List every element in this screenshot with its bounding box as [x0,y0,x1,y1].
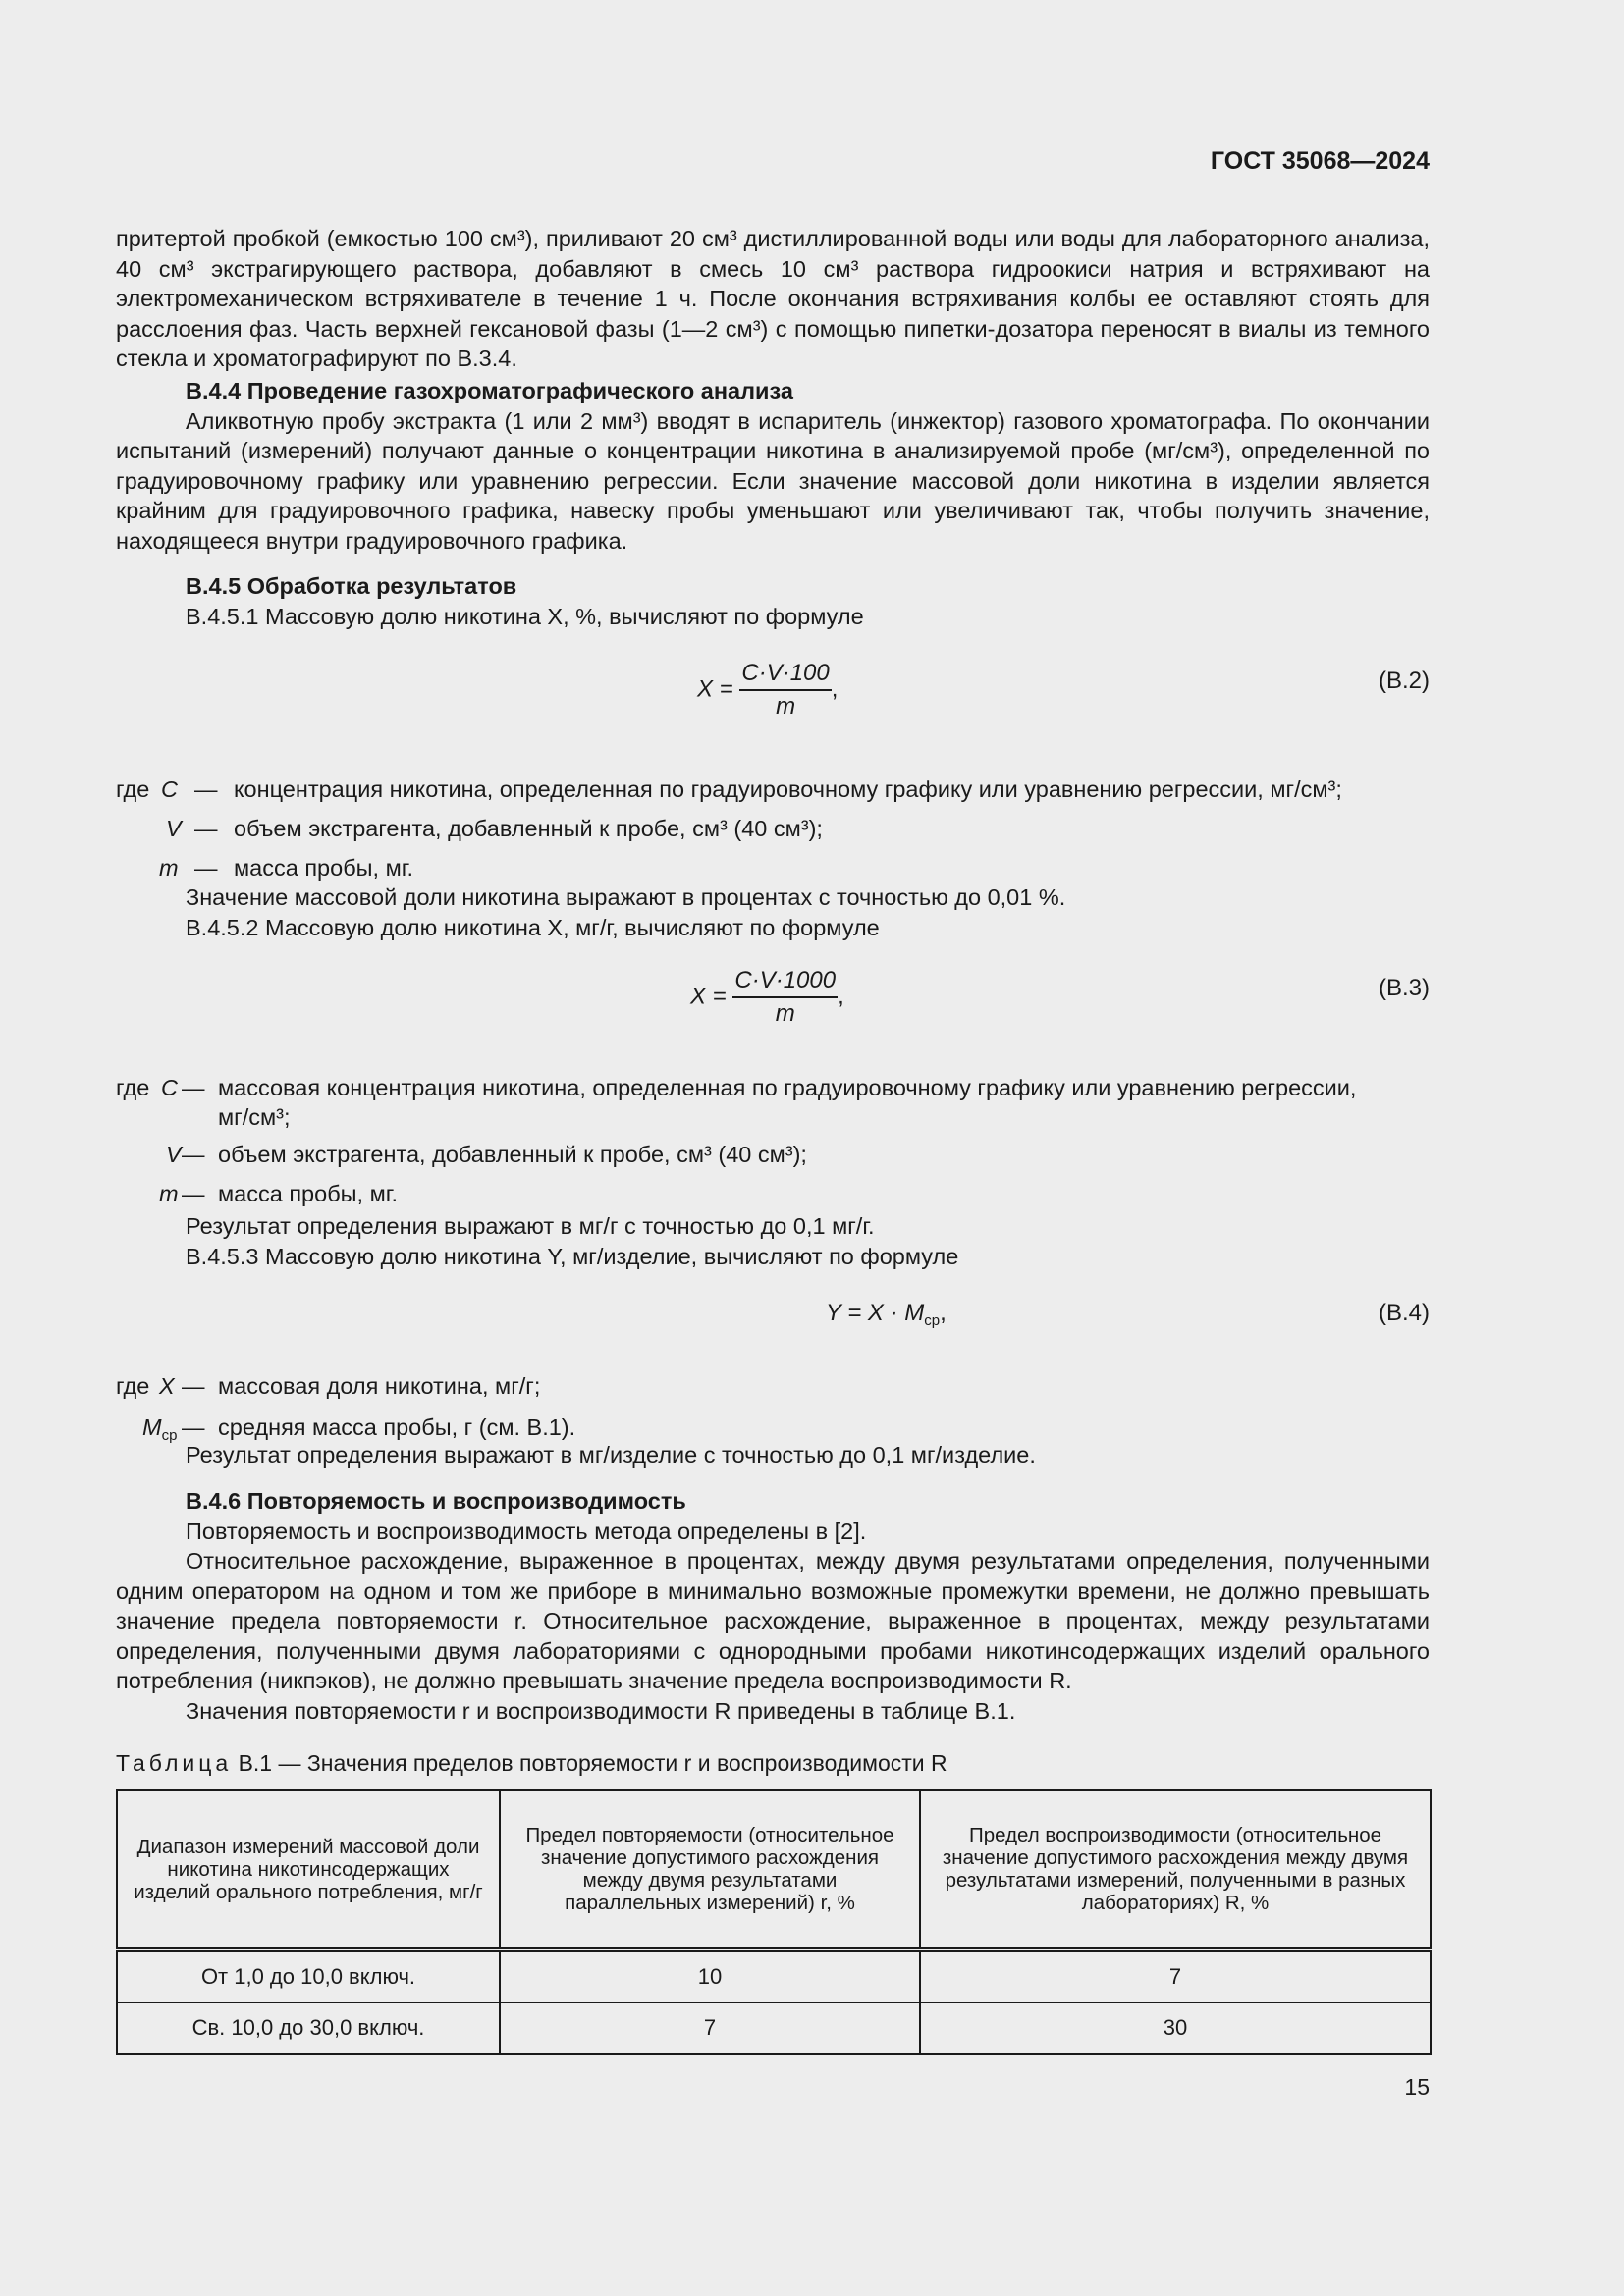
table-caption-word: Таблица [116,1750,233,1776]
where-symbol: m [159,1181,179,1206]
where-text: объем экстрагента, добавленный к пробе, см³ (40 см³); [218,1142,807,1167]
section-b46-p3: Значения повторяемости r и воспроизводимости R приведены в таблице В.1. [186,1697,1016,1724]
table-b1 [116,1789,1432,2055]
section-b46-heading: В.4.6 Повторяемость и воспроизводимость [186,1488,686,1514]
where-text: концентрация никотина, определенная по градуировочному графику или уравнению регрессии, мг/см³; [234,776,1342,802]
formula-subscript: ср [924,1312,941,1329]
table-row [117,1949,1431,2002]
table-cell: 7 [920,1949,1431,2002]
formula-tail: , [838,983,844,1010]
section-b452-intro [116,882,1430,942]
paragraph-after-b4: Результат определения выражают в мг/изделие с точностью до 0,1 мг/изделие. [186,1442,1036,1468]
where-symbol: V [166,816,182,841]
where-dash: — [194,855,218,881]
where-text: массовая концентрация никотина, определенная по градуировочному графику или уравнению регрессии, [218,1075,1357,1100]
formula-number: (В.2) [1378,667,1430,694]
paragraph-b452: В.4.5.2 Массовую долю никотина X, мг/г, вычисляют по формуле [186,914,880,940]
paragraph-after-b2: Значение массовой доли никотина выражают в процентах с точностью до 0,01 %. [186,884,1066,910]
section-b45 [116,571,1430,631]
formula-tail: , [940,1300,947,1326]
where-lead: где [116,1075,150,1100]
where-symbol: m [159,855,179,881]
table-header-row [117,1790,1431,1949]
where-text: массовая доля никотина, мг/г; [218,1373,541,1399]
table-header-cell: Диапазон измерений массовой доли никотина никотинсодержащих изделий орального потребления, мг/г [117,1790,500,1949]
where-text: объем экстрагента, добавленный к пробе, см³ (40 см³); [234,816,823,841]
table-cell: Св. 10,0 до 30,0 включ. [117,2002,500,2054]
where-dash: — [182,1415,205,1440]
paragraph-after-b3: Результат определения выражают в мг/г с точностью до 0,1 мг/г. [186,1213,875,1239]
table-caption-text: В.1 — Значения пределов повторяемости r и воспроизводимости R [238,1750,947,1776]
table-cell: 10 [500,1949,920,2002]
formula-denominator: m [776,693,796,720]
table-header-cell: Предел воспроизводимости (относительное значение допустимого расхождения между двумя результатами измерений, полученными в разных лабораториях) R, % [920,1790,1431,1949]
table-row [117,2002,1431,2054]
formula-lhs: X = [697,675,733,703]
where-symbol-subscript: ср [161,1427,178,1444]
where-dash: — [194,816,218,841]
paragraph-b453: В.4.5.3 Массовую долю никотина Y, мг/изделие, вычисляют по формуле [186,1243,959,1269]
where-symbol: V [166,1142,182,1167]
section-b44-heading: В.4.4 Проведение газохроматографического анализа [186,378,793,403]
section-b44-text: Аликвотную пробу экстракта (1 или 2 мм³) вводят в испаритель (инжектор) газового хроматографа. По окончании испытаний (измерений) получают данные о концентрации никотина в анализируемой пробе (мг/см³), определенной по градуировочному графику или уравнению регрессии. Если значение массовой доли никотина в изделии является крайним для градуировочного графика, навеску пробы уменьшают или увеличивают так, чтобы получить значение, находящееся внутри градуировочного графика. [116,407,1430,554]
section-b453-intro [116,1211,1430,1271]
section-b46-p1: Повторяемость и воспроизводимость метода определены в [2]. [186,1518,867,1544]
where-list-b2 [116,774,1432,882]
formula-number: (В.4) [1378,1300,1430,1326]
where-list-b4 [116,1371,1432,1442]
table-header-cell: Предел повторяемости (относительное значение допустимого расхождения между двумя результатами параллельных измерений) r, % [500,1790,920,1949]
formula-b3 [116,967,1430,1036]
table-cell: 30 [920,2002,1431,2054]
where-lead: где [116,776,150,802]
section-b45-heading: В.4.5 Обработка результатов [186,573,517,599]
where-dash: — [182,1181,205,1206]
formula-numerator: C·V·1000 [732,967,838,998]
where-text: масса пробы, мг. [234,855,413,881]
where-text: средняя масса пробы, г (см. В.1). [218,1415,576,1440]
formula-b4 [116,1300,1430,1368]
formula-tail: , [831,675,839,703]
formula-lhs: X = [690,983,727,1010]
paragraph-after-b4-block [116,1440,1430,1470]
section-b44 [116,376,1430,556]
intro-paragraph: притертой пробкой (емкостью 100 см³), приливают 20 см³ дистиллированной воды или воды для лабораторного анализа, 40 см³ экстрагирующего раствора, добавляют в смесь 10 см³ раствора гидроокиси натрия и встряхивают на электромеханическом встряхивателе в течение 1 ч. После окончания встряхивания колбы ее оставляют стоять для расслоения фаз. Часть верхней гексановой фазы (1—2 см³) с помощью пипетки-дозатора переносят в виалы из темного стекла и хроматографируют по В.3.4. [116,226,1430,371]
where-symbol: M [142,1415,162,1440]
paragraph-b451: В.4.5.1 Массовую долю никотина X, %, вычисляют по формуле [186,603,864,629]
formula-expression: Y = X · M [826,1300,925,1326]
formula-number: (В.3) [1378,975,1430,1001]
document-id: ГОСТ 35068—2024 [1210,147,1430,175]
formula-numerator: C·V·100 [739,660,831,691]
formula-denominator: m [775,1000,795,1027]
table-cell: 7 [500,2002,920,2054]
formula-fraction [732,967,838,1028]
where-text: масса пробы, мг. [218,1181,398,1206]
where-dash: — [182,1075,205,1100]
section-b46-p2: Относительное расхождение, выраженное в процентах, между двумя результатами определения, полученными одним оператором на одном и том же приборе в минимально возможные промежутки времени, не должно превышать значение предела повторяемости r. Относительное расхождение, выраженное в процентах, между результатами определения, полученными двумя лабораториями с однородными пробами никотинсодержащих изделий орального потребления (никпэков), не должно превышать значение предела воспроизводимости R. [116,1548,1430,1693]
intro-paragraph-block [116,224,1430,374]
where-symbol: C [161,1075,178,1100]
section-b46 [116,1486,1430,1726]
where-symbol: C [161,776,178,802]
where-dash: — [194,776,218,802]
where-symbol: X [159,1373,175,1399]
where-dash: — [182,1373,205,1399]
table-caption [116,1750,947,1777]
page-number: 15 [1404,2074,1430,2100]
formula-fraction [739,660,831,721]
where-text-continuation: мг/см³; [218,1104,291,1130]
table-cell: От 1,0 до 10,0 включ. [117,1949,500,2002]
where-lead: где [116,1373,150,1399]
formula-b2 [116,660,1430,728]
where-list-b3 [116,1073,1432,1208]
where-dash: — [182,1142,205,1167]
